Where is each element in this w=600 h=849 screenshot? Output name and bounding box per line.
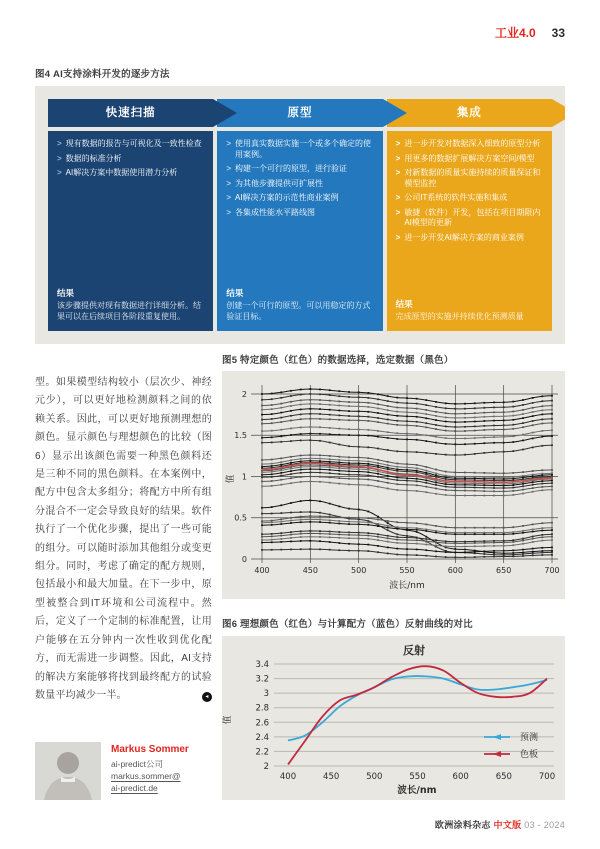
svg-text:450: 450	[302, 566, 318, 575]
step-body	[217, 131, 382, 331]
svg-text:0: 0	[241, 554, 247, 564]
arrow-right-icon	[213, 99, 237, 127]
page-footer	[435, 818, 565, 831]
page-number: 33	[551, 26, 565, 40]
arrow-right-icon	[552, 99, 565, 127]
bullet-item	[226, 208, 373, 219]
bullet-text: 进一步开发对数据深入细致的原型分析	[404, 139, 541, 148]
article-paragraph: 型。如果模型结构较小（层次少、神经元少），可以更好地检测颜料之间的依赖关系。因此，可以更好地预测理想的颜色。显示颜色与理想颜色的比较（图6）显示出该颜色需要一种黑色颜料还是三种不同的黑色颜料。在本案例中，配方中包含太多组分；将配方中所有组分混合不一定会导致良好的结果。软件执行了一个优化步骤，提出了一些可能的组分。可以随时添加其他组分或变更组分。同时，考虑了确定的配方规则，包括最小和最大加量。在下一步中，原型被整合到IT环境和公司流程中。然后，定义了一个定制的标准配置，让用户能够在五分钟内一次性收到优化配方，而无需进一步调整。因此，AI支持的解决方案能够将找到最终配方的试验数量平均减少一半。	[35, 377, 212, 701]
chevron-bullet-icon: >	[226, 207, 231, 217]
author-email-link[interactable]: markus.sommer@	[111, 771, 181, 781]
reflection-comparison-chart	[222, 636, 565, 800]
end-of-article-icon	[202, 692, 212, 702]
bullet-text: 为其他步骤提供可扩展性	[235, 178, 323, 188]
result-text: 完成原型的实施并持续优化预测质量	[395, 311, 524, 321]
svg-text:0.5: 0.5	[234, 513, 247, 523]
chevron-bullet-icon: >	[395, 139, 401, 148]
bullet-text: 数据的标准分析	[65, 153, 122, 163]
section-label: 工业4.0	[494, 26, 536, 40]
chart-title: 反射	[403, 644, 425, 657]
process-step-2	[217, 99, 382, 331]
bullet-text: 进一步开发AI解决方案的商业案例	[404, 232, 524, 242]
journal-edition: 中文版	[493, 820, 522, 830]
bullet-item	[396, 168, 543, 189]
svg-text:3.2: 3.2	[255, 674, 269, 685]
bullet-text: 使用真实数据实施一个或多个确定的使用案例。	[235, 139, 371, 159]
process-steps-container	[48, 99, 552, 331]
svg-text:650: 650	[496, 566, 512, 575]
svg-text:450: 450	[323, 772, 340, 782]
svg-text:550: 550	[399, 566, 415, 575]
svg-text:650: 650	[495, 772, 512, 782]
bullet-text: 用更多的数据扩展解决方案空间/模型	[404, 153, 535, 163]
svg-text:2.8: 2.8	[255, 703, 269, 714]
figure6-chart-panel	[222, 636, 565, 800]
step-title: 快速扫描	[48, 99, 213, 127]
bullet-item	[226, 179, 373, 190]
legend	[484, 731, 538, 760]
legend-marker-icon	[493, 734, 501, 740]
series-预测	[288, 676, 547, 740]
svg-text:600: 600	[452, 772, 469, 782]
figure5-chart-panel	[222, 371, 565, 599]
chevron-bullet-icon: >	[57, 153, 62, 163]
chevron-bullet-icon: >	[226, 178, 231, 188]
bullet-text: 构建一个可行的原型，进行验证	[235, 164, 347, 173]
legend-label: 预测	[520, 733, 539, 744]
bullet-item	[396, 154, 543, 165]
svg-text:3: 3	[263, 689, 269, 700]
bullet-item	[396, 233, 543, 244]
author-company: ai-predict公司	[111, 759, 163, 769]
grid-lines	[274, 664, 554, 766]
svg-text:600: 600	[447, 566, 463, 575]
result-text: 创建一个可行的原型。可以用稳定的方式验证目标。	[226, 301, 371, 321]
y-axis-label: 值	[226, 474, 236, 484]
svg-text:3.4: 3.4	[255, 660, 269, 670]
bullet-text: AI解决方案的示范性商业案例	[235, 193, 339, 202]
result-label: 结果	[395, 298, 413, 309]
chevron-bullet-icon: >	[395, 168, 401, 177]
bullet-text: 敏捷（软件）开发，包括在项目期限内AI模型的更新	[404, 207, 541, 227]
bullet-item	[396, 208, 543, 229]
bullet-text: 公司IT系统的软件实施和集成	[404, 193, 508, 202]
process-step-1	[48, 99, 213, 331]
author-info	[111, 742, 189, 800]
figure4-process-diagram	[35, 86, 565, 344]
bullet-text: AI解决方案中数据使用潜力分析	[65, 168, 178, 177]
y-axis-label: 值	[223, 715, 233, 725]
svg-text:400: 400	[254, 566, 270, 575]
svg-text:500: 500	[366, 772, 383, 782]
result-label: 结果	[57, 288, 75, 298]
page-header	[495, 24, 565, 41]
step-result	[57, 287, 204, 322]
svg-text:1.5: 1.5	[234, 431, 247, 441]
chevron-bullet-icon: >	[57, 139, 62, 148]
svg-text:2.6: 2.6	[255, 718, 269, 729]
article-body-text	[35, 374, 212, 705]
svg-text:700: 700	[544, 566, 560, 575]
svg-text:400: 400	[279, 772, 297, 782]
chevron-bullet-icon: >	[395, 193, 401, 202]
x-axis-label: 波长/nm	[397, 785, 437, 796]
svg-text:550: 550	[409, 772, 426, 782]
chevron-bullet-icon: >	[395, 153, 401, 163]
figure6-caption: 图6 理想颜色（红色）与计算配方（蓝色）反射曲线的对比	[222, 619, 473, 630]
bullet-item	[226, 139, 373, 160]
step-body	[48, 131, 213, 331]
bullet-item	[57, 154, 204, 165]
step-title: 集成	[387, 99, 552, 127]
bullet-text: 对新数据的质量实施持续的质量保证和模型监控	[404, 168, 541, 188]
author-website-link[interactable]: ai-predict.de	[111, 783, 158, 793]
legend-label: 色板	[520, 750, 539, 761]
bullet-text: 各集成性能水平路线图	[235, 207, 315, 217]
bullet-item	[396, 139, 543, 150]
journal-name: 欧洲涂料杂志	[434, 820, 491, 830]
svg-text:2.4: 2.4	[255, 732, 269, 743]
x-axis-label: 波长/nm	[389, 581, 425, 591]
issue-number: 03 - 2024	[524, 820, 565, 830]
svg-text:2: 2	[263, 762, 269, 772]
step-title: 原型	[217, 99, 382, 127]
bullet-item	[226, 164, 373, 175]
chevron-bullet-icon: >	[395, 207, 401, 217]
chevron-bullet-icon: >	[226, 139, 231, 148]
chevron-bullet-icon: >	[395, 232, 401, 242]
chevron-bullet-icon: >	[226, 164, 231, 173]
svg-text:500: 500	[351, 566, 367, 575]
series-色板	[288, 666, 547, 764]
process-step-3	[387, 99, 552, 331]
figure5-caption: 图5 特定颜色（红色）的数据选择，选定数据（黑色）	[222, 355, 454, 366]
bullet-item	[57, 139, 204, 150]
svg-text:2: 2	[241, 389, 247, 399]
step-body	[387, 131, 552, 331]
result-text: 该步骤提供对现有数据进行详细分析。结果可以在后续项目各阶段重复使用。	[57, 301, 201, 321]
step-result	[226, 287, 373, 322]
bullet-item	[57, 168, 204, 179]
arrow-right-icon	[383, 99, 407, 127]
chevron-bullet-icon: >	[226, 193, 231, 202]
author-name: Markus Sommer	[111, 744, 189, 755]
svg-text:1: 1	[241, 472, 247, 482]
chevron-bullet-icon: >	[57, 168, 62, 177]
author-photo	[35, 742, 101, 800]
svg-text:2.2: 2.2	[255, 747, 269, 758]
author-block	[35, 742, 245, 800]
svg-text:700: 700	[538, 772, 556, 782]
spectral-curves-chart	[222, 371, 565, 599]
figure4-caption: 图4 AI支持涂料开发的逐步方法	[35, 69, 170, 80]
step-result	[396, 298, 543, 323]
bullet-text: 现有数据的报告与可视化及一致性检查	[65, 139, 202, 148]
bullet-item	[226, 193, 373, 204]
bullet-item	[396, 193, 543, 204]
result-label: 结果	[226, 288, 244, 298]
